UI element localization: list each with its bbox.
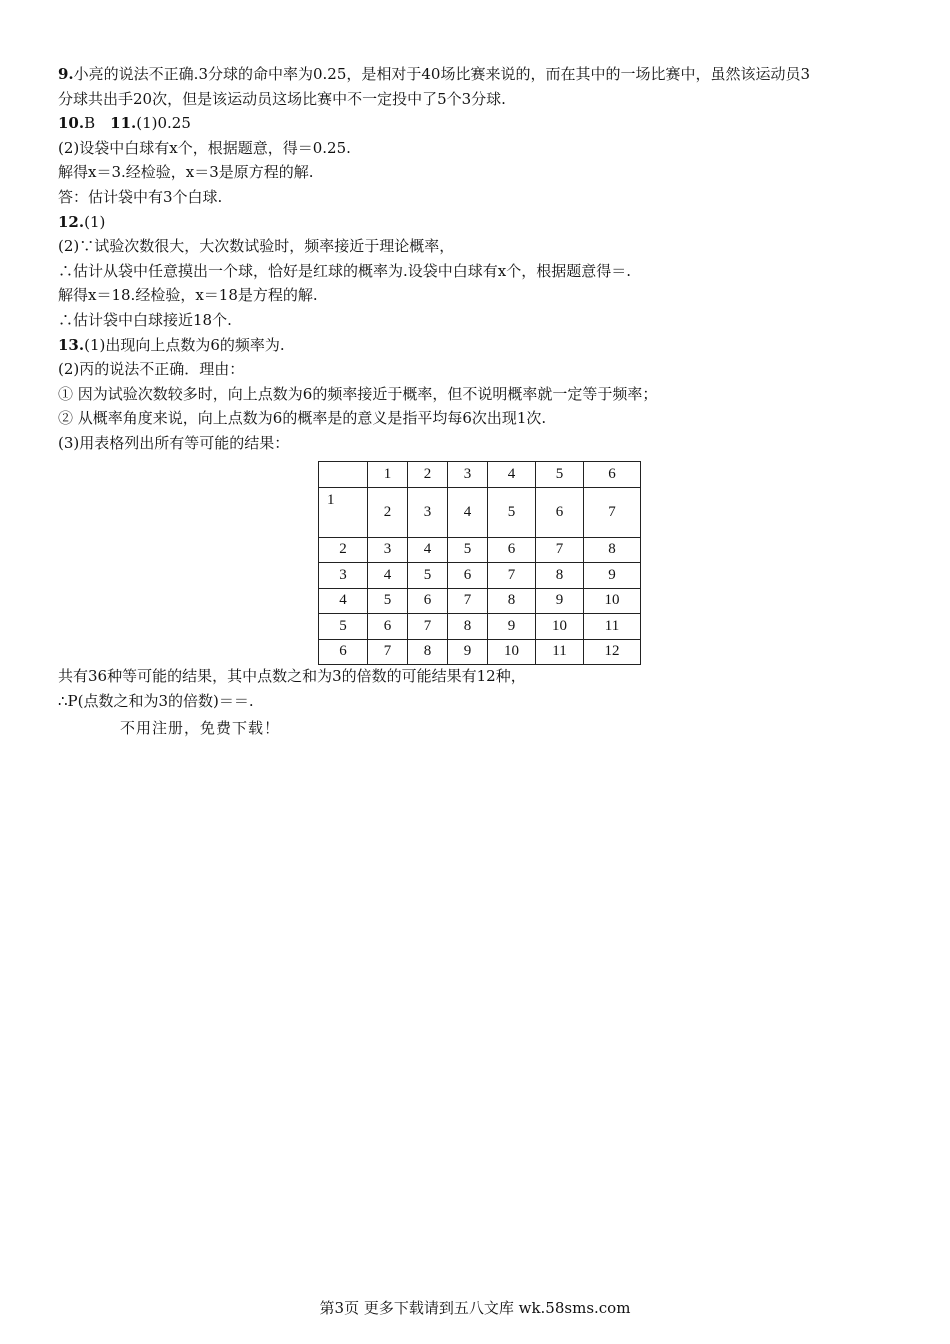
table-cell: 7 [488, 563, 536, 589]
table-cell: 5 [488, 487, 536, 537]
table-cell: 6 [408, 588, 448, 614]
table-cell: 6 [368, 614, 408, 640]
table-cell: 4 [408, 537, 448, 563]
table-cell: 10 [584, 588, 641, 614]
table-cell: 6 [536, 487, 584, 537]
table-cell: 9 [536, 588, 584, 614]
table-cell: 8 [408, 639, 448, 665]
table-cell: 5 [448, 537, 488, 563]
table-row [319, 487, 641, 537]
table-cell: 7 [368, 639, 408, 665]
table-cell: 7 [536, 537, 584, 563]
table-cell: 10 [536, 614, 584, 640]
table-cell: 5 [368, 588, 408, 614]
table-cell: 4 [448, 487, 488, 537]
line-13-reason-2: ② 从概率角度来说，向上点数为6的概率是的意义是指平均每6次出现1次. [58, 409, 547, 428]
table-cell: 2 [368, 487, 408, 537]
table-row [319, 588, 641, 614]
result-line-2: ∴P(点数之和为3的倍数)＝＝. [58, 691, 254, 710]
table-cell: 11 [536, 639, 584, 665]
result-text [58, 664, 526, 713]
table-cell: 1 [319, 487, 368, 537]
table-cell: 5 [536, 462, 584, 488]
line-13-reason-1: ① 因为试验次数较多时，向上点数为6的频率接近于概率，但不说明概率就一定等于频率； [58, 384, 658, 403]
line-9b: 分球共出手20次，但是该运动员这场比赛中不一定投中了5个3分球. [58, 89, 506, 108]
table-cell: 3 [448, 462, 488, 488]
table-cell: 7 [448, 588, 488, 614]
line-12-solve: 解得x＝18.经检验，x＝18是方程的解. [58, 286, 318, 305]
dice-sum-table [318, 461, 641, 665]
free-download-note: 不用注册，免费下载！ [120, 719, 281, 737]
table-cell: 2 [319, 537, 368, 563]
line-13: 13.(1)出现向上点数为6的频率为. [58, 335, 285, 354]
table-row [319, 563, 641, 589]
table-row [319, 614, 641, 640]
table-cell: 7 [584, 487, 641, 537]
table-cell: 3 [319, 563, 368, 589]
table-cell: 6 [488, 537, 536, 563]
table-cell: 8 [536, 563, 584, 589]
table-row [319, 639, 641, 665]
line-11-2: (2)设袋中白球有x个，根据题意，得＝0.25. [58, 138, 351, 157]
table-cell: 11 [584, 614, 641, 640]
table-cell: 6 [319, 639, 368, 665]
table-cell: 6 [584, 462, 641, 488]
table-header-row [319, 462, 641, 488]
table-cell: 7 [408, 614, 448, 640]
table-cell: 9 [488, 614, 536, 640]
table-cell: 5 [319, 614, 368, 640]
table-cell: 9 [584, 563, 641, 589]
table-cell: 1 [368, 462, 408, 488]
result-line-1: 共有36种等可能的结果，其中点数之和为3的倍数的可能结果有12种， [58, 667, 526, 685]
answer-text [58, 62, 898, 456]
table-cell: 5 [408, 563, 448, 589]
line-13-2: (2)丙的说法不正确．理由： [58, 360, 245, 379]
line-12: 12.(1) [58, 212, 106, 231]
table-cell: 12 [584, 639, 641, 665]
line-11-answer: 答：估计袋中有3个白球. [58, 187, 223, 206]
table-cell: 8 [488, 588, 536, 614]
page-footer: 第3页 更多下载请到五八文库 wk.58sms.com [319, 1299, 631, 1317]
table-cell: 8 [448, 614, 488, 640]
table-cell: 4 [319, 588, 368, 614]
table-row [319, 537, 641, 563]
line-10-11: 10.B 11.(1)0.25 [58, 114, 191, 133]
line-12-estimate: ∴估计从袋中任意摸出一个球，恰好是红球的概率为.设袋中白球有x个，根据题意得＝. [58, 261, 631, 280]
table-cell: 10 [488, 639, 536, 665]
line-11-solve: 解得x＝3.经检验，x＝3是原方程的解. [58, 163, 314, 182]
line-13-3: (3)用表格列出所有等可能的结果： [58, 433, 290, 452]
table-cell: 4 [368, 563, 408, 589]
table-cell: 9 [448, 639, 488, 665]
table-cell: 4 [488, 462, 536, 488]
table-cell: 6 [448, 563, 488, 589]
table-cell: 3 [408, 487, 448, 537]
table-cell: 8 [584, 537, 641, 563]
table-cell [319, 462, 368, 488]
line-12-2: (2)∵试验次数很大，大次数试验时，频率接近于理论概率， [58, 237, 455, 256]
table-cell: 3 [368, 537, 408, 563]
line-9a: 9.小亮的说法不正确.3分球的命中率为0.25，是相对于40场比赛来说的，而在其中的一场比赛中，虽然该运动员3 [58, 65, 811, 83]
line-12-conclusion: ∴估计袋中白球接近18个. [58, 310, 232, 329]
table-cell: 2 [408, 462, 448, 488]
